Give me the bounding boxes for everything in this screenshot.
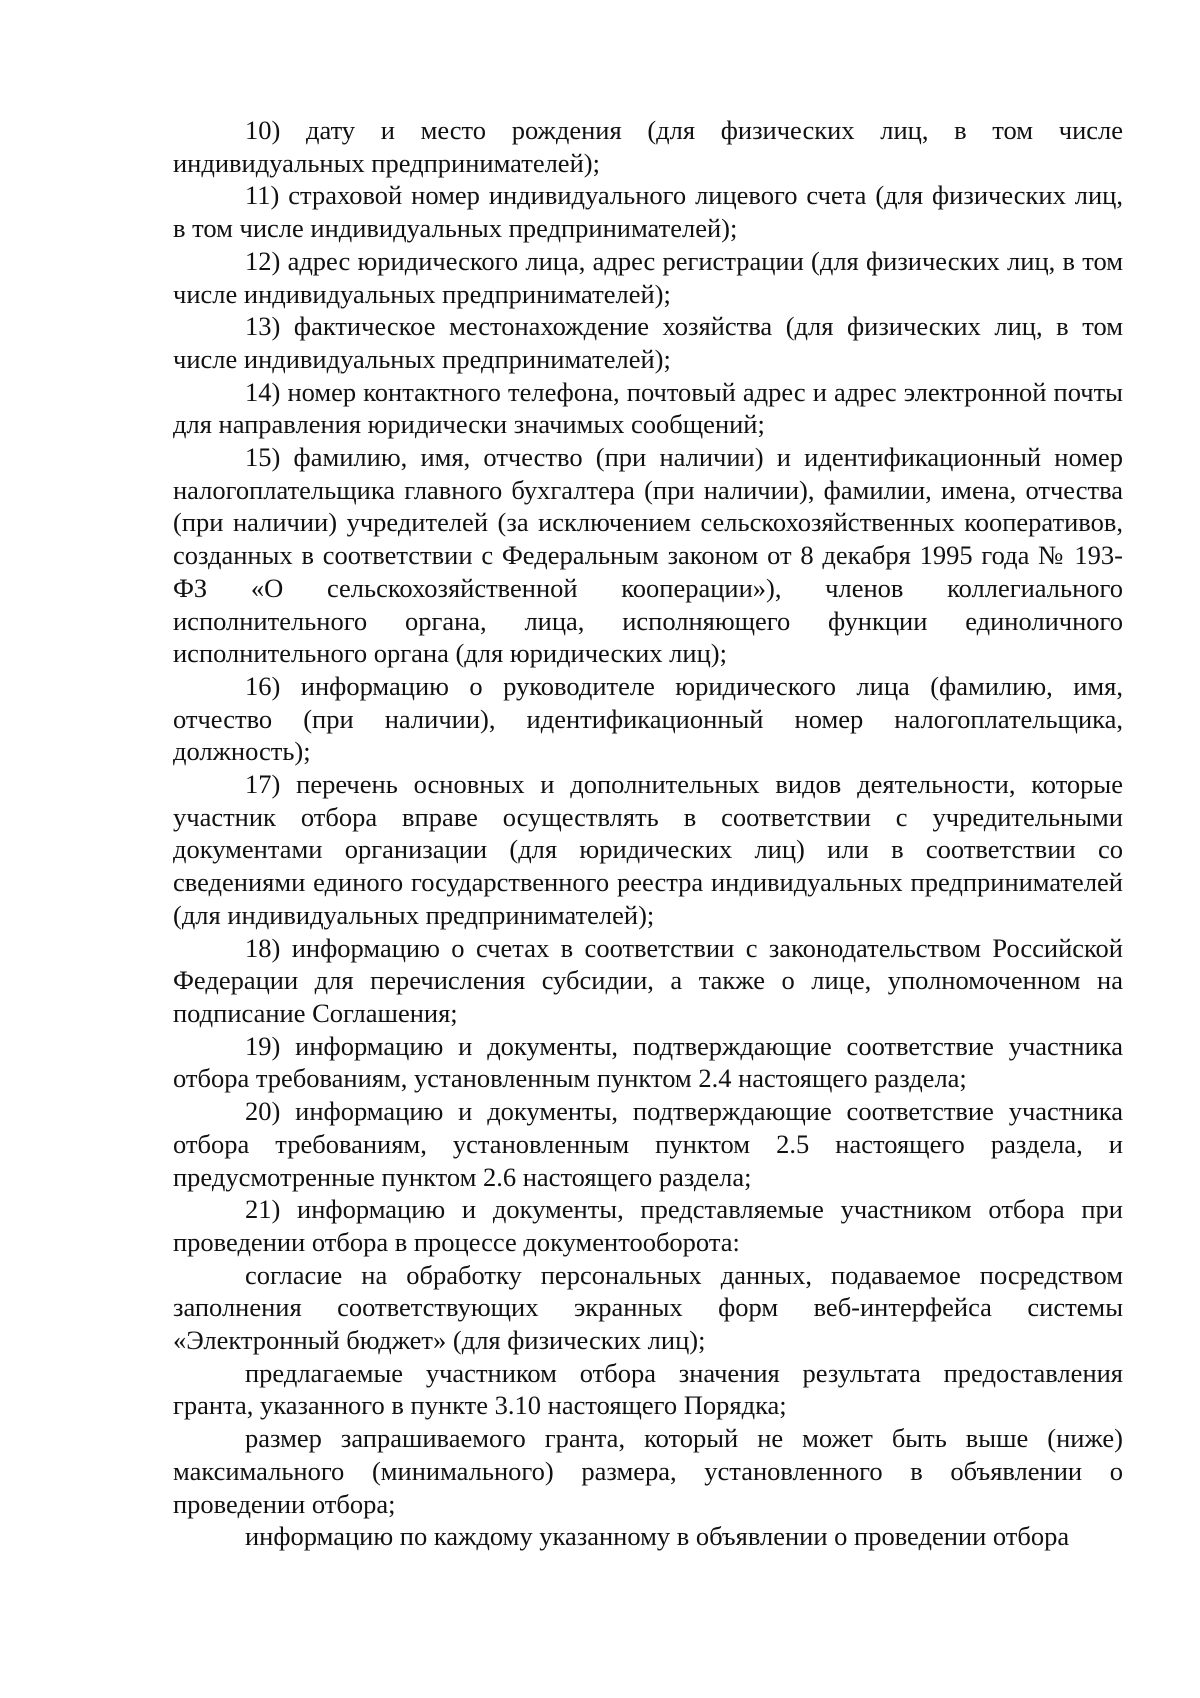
- paragraph-item-10: 10) дату и место рождения (для физических лиц, в том числе индивидуальных предпринимателей);: [173, 115, 1123, 178]
- paragraph-item-20: 20) информацию и документы, подтверждающие соответствие участника отбора требованиям, установленным пунктом 2.5 настоящего раздела, и предусмотренные пунктом 2.6 настоящего раздела;: [173, 1096, 1123, 1192]
- paragraph-information-per-criterion: информацию по каждому указанному в объявлении о проведении отбора: [245, 1521, 1070, 1552]
- paragraph-consent: согласие на обработку персональных данных, подаваемое посредством заполнения соответствующих экранных форм веб-интерфейса системы «Электронный бюджет» (для физических лиц);: [173, 1259, 1123, 1356]
- paragraph-item-21: 21) информацию и документы, представляемые участником отбора при проведении отбора в процессе документооборота:: [173, 1194, 1123, 1257]
- document-body: [173, 114, 1123, 1553]
- paragraph-item-11: 11) страховой номер индивидуального лицевого счета (для физических лиц, в том числе индивидуальных предпринимателей);: [173, 180, 1123, 244]
- paragraph-item-12: 12) адрес юридического лица, адрес регистрации (для физических лиц, в том числе индивидуальных предпринимателей);: [173, 245, 1123, 309]
- paragraph-item-14: 14) номер контактного телефона, почтовый адрес и адрес электронной почты для направления юридически значимых сообщений;: [173, 376, 1123, 440]
- paragraph-result-values: предлагаемые участником отбора значения результата предоставления гранта, указанного в пункте 3.10 настоящего Порядка;: [173, 1357, 1123, 1421]
- paragraph-item-18: 18) информацию о счетах в соответствии с законодательством Российской Федерации для перечисления субсидии, а также о лице, уполномоченном на подписание Соглашения;: [173, 932, 1123, 1028]
- paragraph-item-13: 13) фактическое местонахождение хозяйства (для физических лиц, в том числе индивидуальных предпринимателей);: [173, 311, 1123, 374]
- paragraph-grant-size: размер запрашиваемого гранта, который не может быть выше (ниже) максимального (минимального) размера, установленного в объявлении о проведении отбора;: [173, 1423, 1123, 1519]
- paragraph-item-17: 17) перечень основных и дополнительных видов деятельности, которые участник отбора вправе осуществлять в соответствии с учредительными документами организации (для юридических лиц) или в соответствии со сведениями единого государственного реестра индивидуальных предпринимателей (для индивидуальных предпринимателей);: [173, 769, 1123, 930]
- paragraph-item-16: 16) информацию о руководителе юридического лица (фамилию, имя, отчество (при наличии), идентификационный номер налогоплательщика, должность);: [173, 670, 1123, 767]
- paragraph-item-19: 19) информацию и документы, подтверждающие соответствие участника отбора требованиям, установленным пунктом 2.4 настоящего раздела;: [173, 1030, 1123, 1094]
- paragraph-item-15: 15) фамилию, имя, отчество (при наличии) и идентификационный номер налогоплательщика главного бухгалтера (при наличии), фамилии, имена, отчества (при наличии) учредителей (за исключением сельскохозяйственных кооперативов, созданных в соответствии с Федеральным законом от 8 декабря 1995 года № 193-ФЗ «О сельскохозяйственной кооперации»), членов коллегиального исполнительного органа, лица, исполняющего функции единоличного исполнительного органа (для юридических лиц);: [173, 442, 1123, 669]
